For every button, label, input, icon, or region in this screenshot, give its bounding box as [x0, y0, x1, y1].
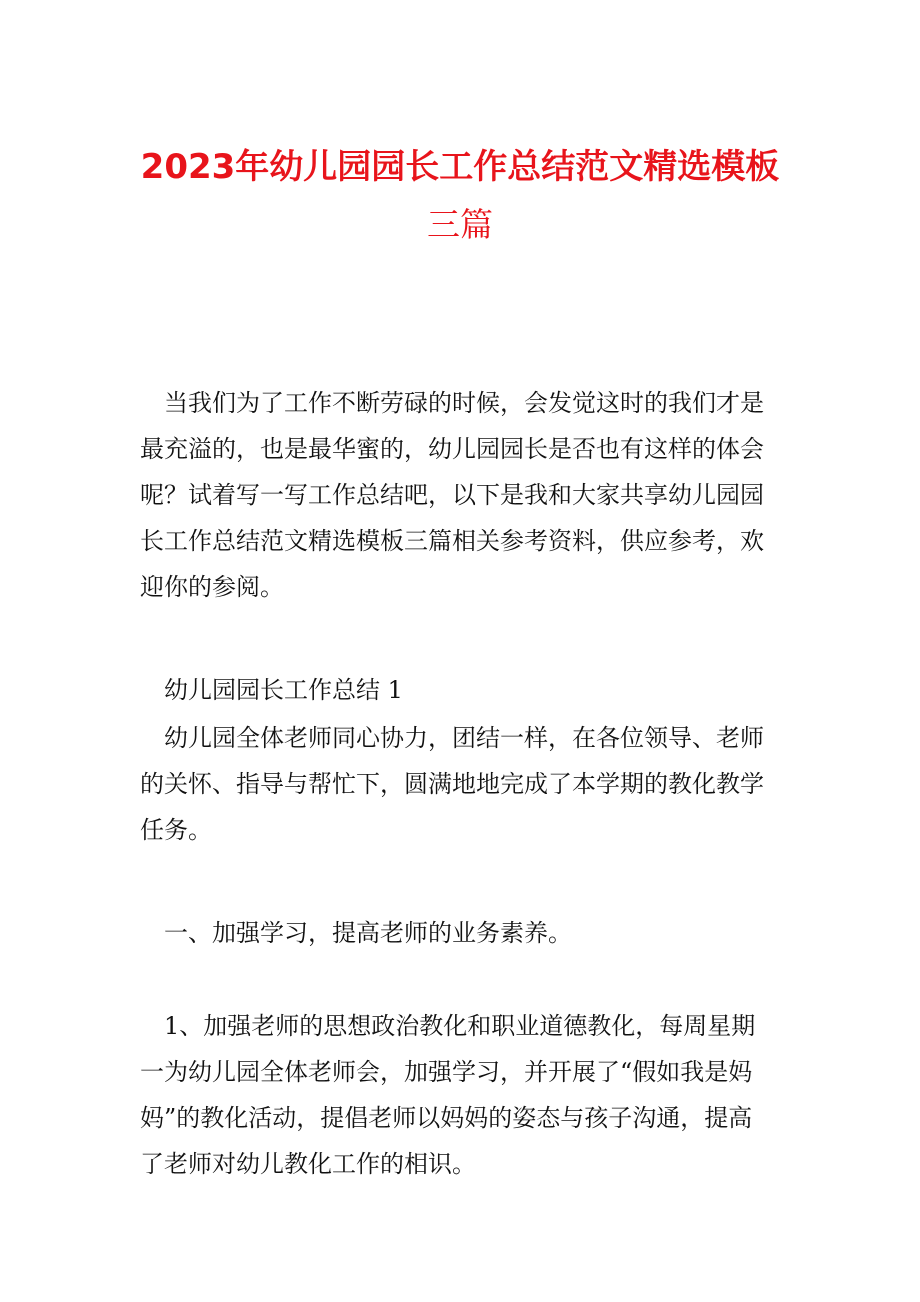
section-heading [140, 667, 784, 713]
intro-line: 呢？试着写一写工作总结吧，以下是我和大家共享幼儿园园 [140, 481, 764, 509]
intro-line: 最充溢的，也是最华蜜的，幼儿园园长是否也有这样的体会 [140, 435, 764, 463]
title-line-1: 2023年幼儿园园长工作总结范文精选模板 [140, 147, 780, 187]
intro-line: 长工作总结范文精选模板三篇相关参考资料，供应参考，欢 [140, 527, 764, 555]
section-intro-line: 的关怀、指导与帮忙下，圆满地地完成了本学期的教化教学 [140, 770, 764, 798]
point-1-line: 妈”的教化活动，提倡老师以妈妈的姿态与孩子沟通，提高 [140, 1104, 753, 1132]
intro-line: 迎你的参阅。 [140, 573, 284, 601]
section-intro-paragraph [140, 715, 784, 853]
section-intro-line: 任务。 [140, 816, 212, 844]
point-heading [140, 910, 784, 956]
section-intro-line: 幼儿园全体老师同心协力，团结一样，在各位领导、老师 [164, 724, 764, 752]
point-1-paragraph [140, 1003, 784, 1187]
point-heading-text: 一、加强学习，提高老师的业务素养。 [164, 919, 572, 947]
point-1-line: 1、加强老师的思想政治教化和职业道德教化，每周星期 [164, 1012, 756, 1040]
document-title [130, 138, 790, 254]
point-1-line: 一为幼儿园全体老师会，加强学习，并开展了“假如我是妈 [140, 1058, 753, 1086]
intro-paragraph [140, 380, 784, 610]
title-line-2: 三篇 [427, 205, 493, 244]
point-1-line: 了老师对幼儿教化工作的相识。 [140, 1150, 476, 1178]
section-heading-text: 幼儿园园长工作总结 1 [164, 676, 403, 704]
intro-line: 当我们为了工作不断劳碌的时候，会发觉这时的我们才是 [164, 389, 764, 417]
